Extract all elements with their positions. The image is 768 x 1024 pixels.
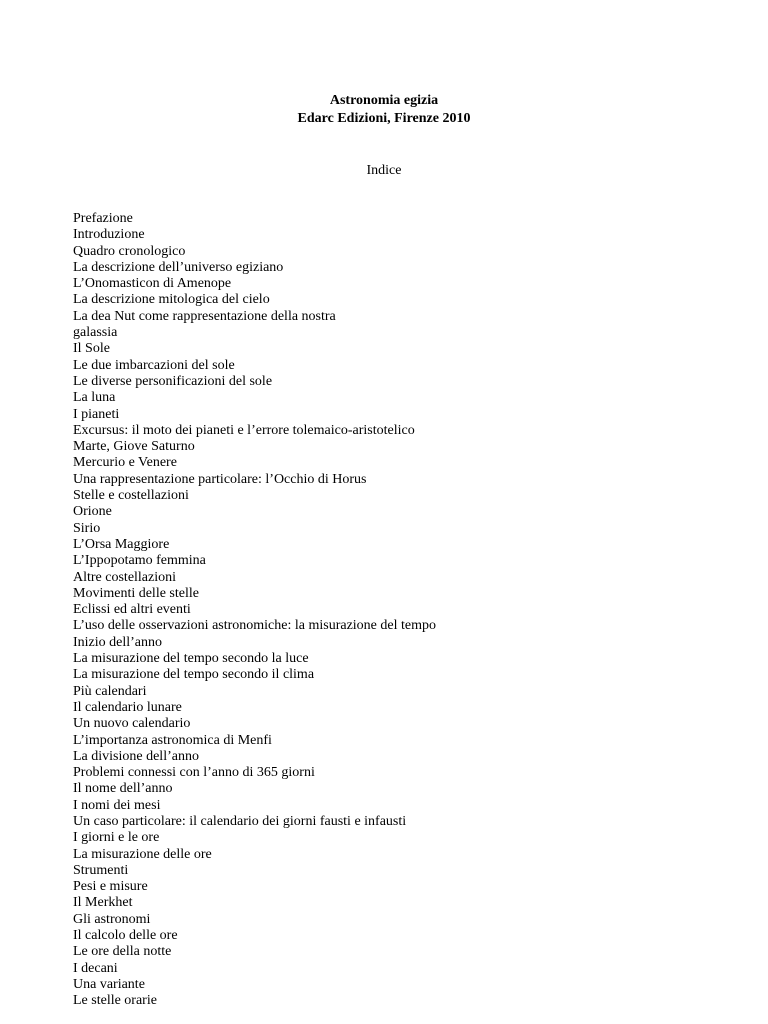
toc-item: I nomi dei mesi bbox=[73, 797, 161, 813]
toc-item: La misurazione del tempo secondo la luce bbox=[73, 651, 309, 667]
toc-item: Inizio dell’anno bbox=[73, 634, 163, 650]
toc-item: Le stelle orarie bbox=[73, 993, 157, 1009]
toc-item: L’uso delle osservazioni astronomiche: la misurazione del tempo bbox=[73, 618, 436, 634]
toc-item: Un nuovo calendario bbox=[73, 716, 191, 732]
toc-item: Una variante bbox=[73, 976, 145, 992]
toc-item: Stelle e costellazioni bbox=[73, 488, 189, 504]
document-title: Astronomia egizia bbox=[329, 93, 439, 108]
toc-item: Pesi e misure bbox=[73, 879, 148, 895]
toc-item: La luna bbox=[73, 390, 116, 406]
toc-list bbox=[73, 211, 436, 1010]
toc-item: Mercurio e Venere bbox=[73, 455, 177, 471]
toc-item: Eclissi ed altri eventi bbox=[73, 602, 191, 618]
toc-item: L’Orsa Maggiore bbox=[73, 536, 170, 552]
toc-item: La dea Nut come rappresentazione della nostra bbox=[73, 308, 336, 324]
toc-item: I decani bbox=[73, 960, 118, 976]
toc-item: La divisione dell’anno bbox=[73, 748, 199, 764]
toc-item: I pianeti bbox=[73, 406, 120, 422]
toc-item: Più calendari bbox=[73, 683, 147, 699]
toc-item: Le due imbarcazioni del sole bbox=[73, 357, 235, 373]
toc-item: Le diverse personificazioni del sole bbox=[73, 373, 273, 389]
toc-item: Una rappresentazione particolare: l’Occhio di Horus bbox=[73, 471, 367, 487]
toc-item: galassia bbox=[73, 325, 118, 341]
toc-item: Problemi connessi con l’anno di 365 giorni bbox=[73, 765, 315, 781]
document-publisher: Edarc Edizioni, Firenze 2010 bbox=[297, 111, 471, 126]
toc-item: L’Onomasticon di Amenope bbox=[73, 276, 232, 292]
toc-item: Il nome dell’anno bbox=[73, 781, 173, 797]
toc-item: Strumenti bbox=[73, 862, 129, 878]
toc-item: Il Sole bbox=[73, 341, 110, 357]
toc-heading: Indice bbox=[366, 163, 402, 178]
toc-item: Introduzione bbox=[73, 227, 145, 243]
toc-item: Altre costellazioni bbox=[73, 569, 177, 585]
toc-item: Movimenti delle stelle bbox=[73, 585, 199, 601]
toc-item: Quadro cronologico bbox=[73, 243, 186, 259]
toc-item: Il calcolo delle ore bbox=[73, 928, 178, 944]
toc-item: L’importanza astronomica di Menfi bbox=[73, 732, 272, 748]
toc-item: Marte, Giove Saturno bbox=[73, 439, 195, 455]
toc-item: Prefazione bbox=[73, 211, 133, 226]
toc-item: Il calendario lunare bbox=[73, 699, 182, 715]
toc-item: Excursus: il moto dei pianeti e l’errore tolemaico-aristotelico bbox=[73, 422, 415, 438]
toc-item: L’Ippopotamo femmina bbox=[73, 553, 206, 569]
toc-item: Il Merkhet bbox=[73, 895, 133, 911]
toc-item: Orione bbox=[73, 504, 112, 520]
toc-item: Gli astronomi bbox=[73, 911, 151, 927]
toc-item: La misurazione delle ore bbox=[73, 846, 212, 862]
toc-item: La descrizione mitologica del cielo bbox=[73, 292, 270, 308]
toc-item: La descrizione dell’universo egiziano bbox=[73, 259, 284, 275]
toc-item: I giorni e le ore bbox=[73, 830, 160, 846]
toc-item: Un caso particolare: il calendario dei giorni fausti e infausti bbox=[73, 813, 407, 829]
toc-item: Le ore della notte bbox=[73, 944, 172, 960]
toc-item: Sirio bbox=[73, 520, 101, 536]
toc-item: La misurazione del tempo secondo il clima bbox=[73, 667, 315, 683]
